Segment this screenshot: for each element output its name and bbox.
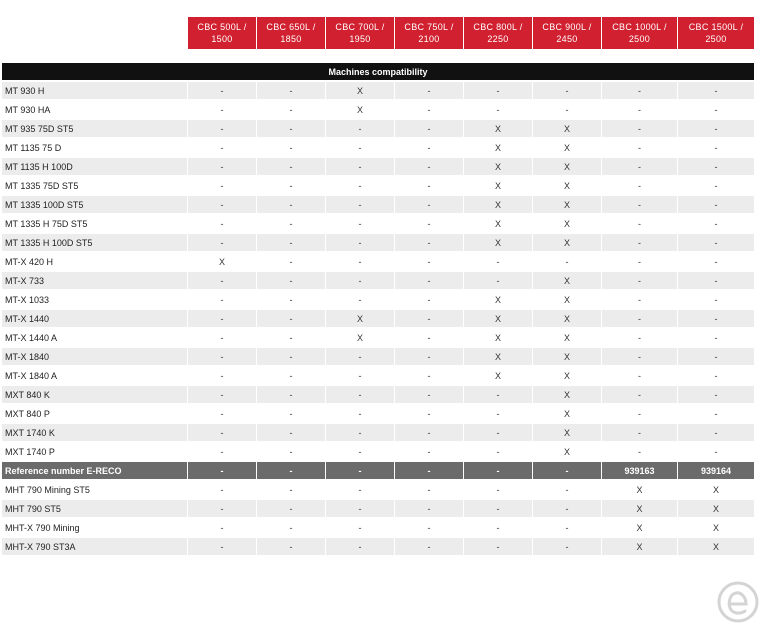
compatibility-cell: -	[464, 101, 533, 118]
column-header: CBC 800L / 2250	[464, 17, 533, 49]
compatibility-cell: -	[678, 158, 755, 175]
compatibility-cell: -	[326, 405, 395, 422]
compatibility-cell: -	[678, 215, 755, 232]
compatibility-cell: -	[326, 367, 395, 384]
table-row	[2, 405, 754, 422]
compatibility-cell: -	[326, 443, 395, 460]
compatibility-cell: -	[188, 462, 257, 479]
compatibility-cell: X	[678, 538, 755, 555]
compatibility-cell: -	[678, 177, 755, 194]
compatibility-cell: -	[326, 196, 395, 213]
compatibility-cell: 939164	[678, 462, 755, 479]
compatibility-cell: -	[678, 120, 755, 137]
machine-name: MT 930 HA	[2, 101, 187, 118]
compatibility-cell: -	[257, 405, 326, 422]
machine-name: MXT 840 K	[2, 386, 187, 403]
compatibility-cell: -	[602, 101, 678, 118]
compatibility-cell: -	[395, 405, 464, 422]
table-row	[2, 386, 754, 403]
compatibility-cell: -	[395, 462, 464, 479]
compatibility-cell: -	[464, 386, 533, 403]
compatibility-cell: X	[464, 367, 533, 384]
compatibility-cell: -	[395, 481, 464, 498]
machine-name: MXT 1740 P	[2, 443, 187, 460]
compatibility-cell: -	[257, 519, 326, 536]
compatibility-cell: -	[602, 443, 678, 460]
compatibility-cell: -	[678, 405, 755, 422]
compatibility-cell: -	[326, 424, 395, 441]
compatibility-cell: -	[188, 386, 257, 403]
compatibility-cell: -	[326, 462, 395, 479]
compatibility-cell: -	[257, 386, 326, 403]
compatibility-cell: -	[678, 443, 755, 460]
compatibility-cell: -	[602, 405, 678, 422]
table-row	[2, 158, 754, 175]
compatibility-table	[2, 17, 754, 557]
compatibility-cell: -	[326, 291, 395, 308]
compatibility-cell: -	[602, 367, 678, 384]
column-header: CBC 1000L / 2500	[602, 17, 678, 49]
compatibility-cell: -	[678, 82, 755, 99]
compatibility-cell: -	[678, 386, 755, 403]
machine-name: MXT 840 P	[2, 405, 187, 422]
machine-name: MT 935 75D ST5	[2, 120, 187, 137]
machine-name: MHT 790 Mining ST5	[2, 481, 187, 498]
compatibility-cell: 939163	[602, 462, 678, 479]
compatibility-cell: -	[257, 82, 326, 99]
compatibility-cell: -	[602, 120, 678, 137]
table-row	[2, 443, 754, 460]
compatibility-cell: X	[533, 215, 602, 232]
compatibility-cell: X	[533, 139, 602, 156]
table-row	[2, 500, 754, 517]
compatibility-cell: -	[395, 215, 464, 232]
compatibility-cell: -	[464, 272, 533, 289]
compatibility-cell: -	[602, 196, 678, 213]
compatibility-cell: -	[678, 348, 755, 365]
compatibility-cell: -	[326, 272, 395, 289]
compatibility-cell: -	[257, 310, 326, 327]
table-header-row	[2, 17, 754, 49]
compatibility-cell: -	[326, 139, 395, 156]
compatibility-cell: -	[602, 424, 678, 441]
compatibility-cell: X	[464, 310, 533, 327]
compatibility-cell: X	[678, 519, 755, 536]
compatibility-cell: -	[464, 424, 533, 441]
compatibility-cell: X	[533, 196, 602, 213]
compatibility-cell: -	[464, 405, 533, 422]
compatibility-cell: -	[602, 253, 678, 270]
compatibility-cell: -	[188, 310, 257, 327]
compatibility-cell: X	[533, 329, 602, 346]
compatibility-cell: -	[464, 253, 533, 270]
compatibility-cell: -	[395, 500, 464, 517]
compatibility-cell: -	[464, 500, 533, 517]
machine-name: MT-X 1840	[2, 348, 187, 365]
compatibility-cell: -	[678, 310, 755, 327]
compatibility-cell: -	[326, 481, 395, 498]
table-row	[2, 481, 754, 498]
compatibility-cell: -	[188, 348, 257, 365]
compatibility-cell: -	[602, 139, 678, 156]
table-row	[2, 329, 754, 346]
compatibility-cell: -	[533, 500, 602, 517]
compatibility-cell: X	[533, 120, 602, 137]
compatibility-cell: X	[533, 348, 602, 365]
compatibility-cell: -	[257, 101, 326, 118]
compatibility-cell: -	[395, 367, 464, 384]
compatibility-cell: -	[395, 120, 464, 137]
compatibility-cell: -	[188, 158, 257, 175]
table-row	[2, 234, 754, 251]
compatibility-cell: X	[464, 234, 533, 251]
compatibility-cell: X	[464, 196, 533, 213]
compatibility-cell: X	[602, 519, 678, 536]
column-header: CBC 1500L / 2500	[678, 17, 755, 49]
machine-name: MT 1135 H 100D	[2, 158, 187, 175]
table-row	[2, 272, 754, 289]
compatibility-cell: -	[395, 177, 464, 194]
machine-name: Reference number E-RECO	[2, 462, 187, 479]
compatibility-cell: -	[188, 519, 257, 536]
table-row	[2, 196, 754, 213]
compatibility-cell: -	[464, 538, 533, 555]
machine-name: MXT 1740 K	[2, 424, 187, 441]
column-header: CBC 900L / 2450	[533, 17, 602, 49]
compatibility-cell: -	[395, 139, 464, 156]
machine-name: MT 1335 H 75D ST5	[2, 215, 187, 232]
compatibility-cell: -	[395, 291, 464, 308]
compatibility-cell: -	[326, 500, 395, 517]
compatibility-cell: -	[257, 424, 326, 441]
table-row	[2, 215, 754, 232]
compatibility-cell: -	[326, 348, 395, 365]
compatibility-cell: X	[326, 101, 395, 118]
compatibility-cell: X	[533, 443, 602, 460]
compatibility-cell: -	[257, 291, 326, 308]
compatibility-cell: -	[464, 481, 533, 498]
compatibility-cell: -	[326, 538, 395, 555]
compatibility-cell: -	[188, 405, 257, 422]
table-row	[2, 120, 754, 137]
column-header: CBC 750L / 2100	[395, 17, 464, 49]
compatibility-cell: -	[188, 538, 257, 555]
compatibility-cell: -	[188, 139, 257, 156]
e-logo-icon	[716, 580, 760, 624]
compatibility-cell: X	[326, 310, 395, 327]
table-row	[2, 177, 754, 194]
compatibility-cell: -	[602, 215, 678, 232]
machine-name: MT 1335 H 100D ST5	[2, 234, 187, 251]
compatibility-cell: -	[602, 177, 678, 194]
compatibility-cell: -	[257, 329, 326, 346]
compatibility-cell: -	[533, 519, 602, 536]
machine-name: MT-X 733	[2, 272, 187, 289]
compatibility-cell: -	[188, 196, 257, 213]
compatibility-cell: -	[257, 120, 326, 137]
header-spacer	[2, 17, 188, 49]
table-row	[2, 101, 754, 118]
compatibility-cell: -	[257, 272, 326, 289]
column-header: CBC 650L / 1850	[257, 17, 326, 49]
machine-name: MT-X 1033	[2, 291, 187, 308]
compatibility-cell: X	[464, 348, 533, 365]
compatibility-cell: -	[257, 177, 326, 194]
compatibility-cell: -	[257, 538, 326, 555]
table-row	[2, 519, 754, 536]
machine-name: MHT-X 790 ST3A	[2, 538, 187, 555]
machine-name: MT-X 1840 A	[2, 367, 187, 384]
compatibility-cell: -	[533, 101, 602, 118]
compatibility-cell: -	[464, 443, 533, 460]
compatibility-cell: -	[395, 348, 464, 365]
compatibility-cell: -	[188, 443, 257, 460]
compatibility-cell: X	[326, 82, 395, 99]
compatibility-cell: -	[326, 386, 395, 403]
compatibility-cell: -	[188, 215, 257, 232]
compatibility-cell: -	[678, 139, 755, 156]
compatibility-cell: X	[464, 215, 533, 232]
compatibility-cell: -	[326, 253, 395, 270]
compatibility-cell: -	[678, 196, 755, 213]
compatibility-cell: -	[602, 386, 678, 403]
compatibility-cell: -	[395, 519, 464, 536]
compatibility-cell: -	[533, 82, 602, 99]
compatibility-cell: -	[395, 329, 464, 346]
machine-name: MT 930 H	[2, 82, 187, 99]
compatibility-cell: X	[188, 253, 257, 270]
compatibility-cell: -	[257, 481, 326, 498]
compatibility-cell: -	[678, 101, 755, 118]
compatibility-cell: -	[395, 234, 464, 251]
compatibility-cell: -	[188, 82, 257, 99]
compatibility-cell: -	[395, 272, 464, 289]
machine-name: MHT 790 ST5	[2, 500, 187, 517]
compatibility-cell: X	[602, 500, 678, 517]
compatibility-cell: -	[257, 348, 326, 365]
compatibility-cell: -	[602, 158, 678, 175]
column-header: CBC 500L / 1500	[188, 17, 257, 49]
compatibility-cell: -	[188, 291, 257, 308]
section-title: Machines compatibility	[2, 63, 754, 80]
compatibility-cell: -	[326, 234, 395, 251]
compatibility-cell: -	[257, 500, 326, 517]
compatibility-cell: -	[257, 367, 326, 384]
compatibility-cell: X	[602, 481, 678, 498]
compatibility-cell: -	[326, 120, 395, 137]
compatibility-cell: X	[533, 291, 602, 308]
compatibility-cell: -	[188, 424, 257, 441]
compatibility-cell: -	[188, 120, 257, 137]
compatibility-cell: X	[533, 405, 602, 422]
compatibility-cell: -	[257, 253, 326, 270]
compatibility-cell: -	[257, 462, 326, 479]
machine-name: MT 1335 100D ST5	[2, 196, 187, 213]
table-row	[2, 139, 754, 156]
machine-name: MHT-X 790 Mining	[2, 519, 187, 536]
compatibility-cell: X	[602, 538, 678, 555]
compatibility-cell: X	[464, 291, 533, 308]
compatibility-cell: -	[257, 139, 326, 156]
compatibility-cell: -	[533, 538, 602, 555]
compatibility-cell: -	[188, 500, 257, 517]
compatibility-cell: -	[678, 367, 755, 384]
compatibility-cell: -	[188, 367, 257, 384]
reference-row	[2, 462, 754, 479]
compatibility-cell: X	[533, 177, 602, 194]
compatibility-cell: -	[257, 443, 326, 460]
table-row	[2, 538, 754, 555]
compatibility-cell: -	[678, 424, 755, 441]
compatibility-cell: X	[326, 329, 395, 346]
compatibility-cell: -	[257, 234, 326, 251]
compatibility-cell: -	[678, 291, 755, 308]
compatibility-cell: -	[602, 329, 678, 346]
compatibility-cell: -	[464, 82, 533, 99]
compatibility-cell: -	[188, 481, 257, 498]
compatibility-cell: -	[395, 386, 464, 403]
compatibility-cell: -	[257, 196, 326, 213]
compatibility-cell: -	[326, 158, 395, 175]
compatibility-cell: -	[395, 196, 464, 213]
compatibility-cell: -	[464, 462, 533, 479]
compatibility-cell: X	[533, 272, 602, 289]
compatibility-cell: -	[257, 158, 326, 175]
compatibility-cell: -	[602, 272, 678, 289]
compatibility-cell: X	[533, 158, 602, 175]
compatibility-cell: -	[395, 538, 464, 555]
compatibility-cell: X	[533, 424, 602, 441]
table-row	[2, 82, 754, 99]
compatibility-cell: -	[395, 101, 464, 118]
table-row	[2, 348, 754, 365]
compatibility-cell: -	[678, 329, 755, 346]
column-header: CBC 700L / 1950	[326, 17, 395, 49]
machine-name: MT 1135 75 D	[2, 139, 187, 156]
compatibility-cell: X	[678, 481, 755, 498]
compatibility-cell: X	[678, 500, 755, 517]
compatibility-cell: -	[188, 234, 257, 251]
compatibility-cell: -	[326, 215, 395, 232]
compatibility-cell: X	[464, 177, 533, 194]
compatibility-cell: -	[395, 424, 464, 441]
compatibility-cell: -	[326, 177, 395, 194]
compatibility-cell: -	[395, 158, 464, 175]
compatibility-cell: -	[395, 443, 464, 460]
compatibility-cell: X	[533, 367, 602, 384]
compatibility-cell: -	[678, 253, 755, 270]
compatibility-cell: X	[464, 139, 533, 156]
compatibility-cell: -	[188, 329, 257, 346]
compatibility-cell: -	[395, 310, 464, 327]
compatibility-cell: X	[533, 234, 602, 251]
compatibility-cell: -	[602, 234, 678, 251]
compatibility-cell: -	[188, 177, 257, 194]
compatibility-cell: -	[257, 215, 326, 232]
compatibility-cell: -	[533, 481, 602, 498]
machine-name: MT-X 420 H	[2, 253, 187, 270]
compatibility-cell: -	[602, 291, 678, 308]
compatibility-cell: -	[188, 101, 257, 118]
table-body	[2, 82, 754, 555]
compatibility-cell: X	[464, 158, 533, 175]
table-row	[2, 291, 754, 308]
compatibility-cell: -	[464, 519, 533, 536]
compatibility-cell: -	[678, 234, 755, 251]
compatibility-cell: X	[464, 329, 533, 346]
machine-name: MT-X 1440	[2, 310, 187, 327]
compatibility-cell: -	[602, 82, 678, 99]
table-row	[2, 310, 754, 327]
compatibility-cell: -	[326, 519, 395, 536]
machine-name: MT-X 1440 A	[2, 329, 187, 346]
compatibility-cell: -	[602, 348, 678, 365]
compatibility-cell: -	[602, 310, 678, 327]
compatibility-cell: X	[533, 310, 602, 327]
compatibility-cell: -	[395, 253, 464, 270]
table-row	[2, 424, 754, 441]
compatibility-cell: -	[533, 253, 602, 270]
compatibility-cell: X	[464, 120, 533, 137]
compatibility-cell: -	[188, 272, 257, 289]
compatibility-cell: -	[395, 82, 464, 99]
machine-name: MT 1335 75D ST5	[2, 177, 187, 194]
table-row	[2, 367, 754, 384]
table-row	[2, 253, 754, 270]
compatibility-cell: -	[678, 272, 755, 289]
compatibility-cell: -	[533, 462, 602, 479]
compatibility-cell: X	[533, 386, 602, 403]
